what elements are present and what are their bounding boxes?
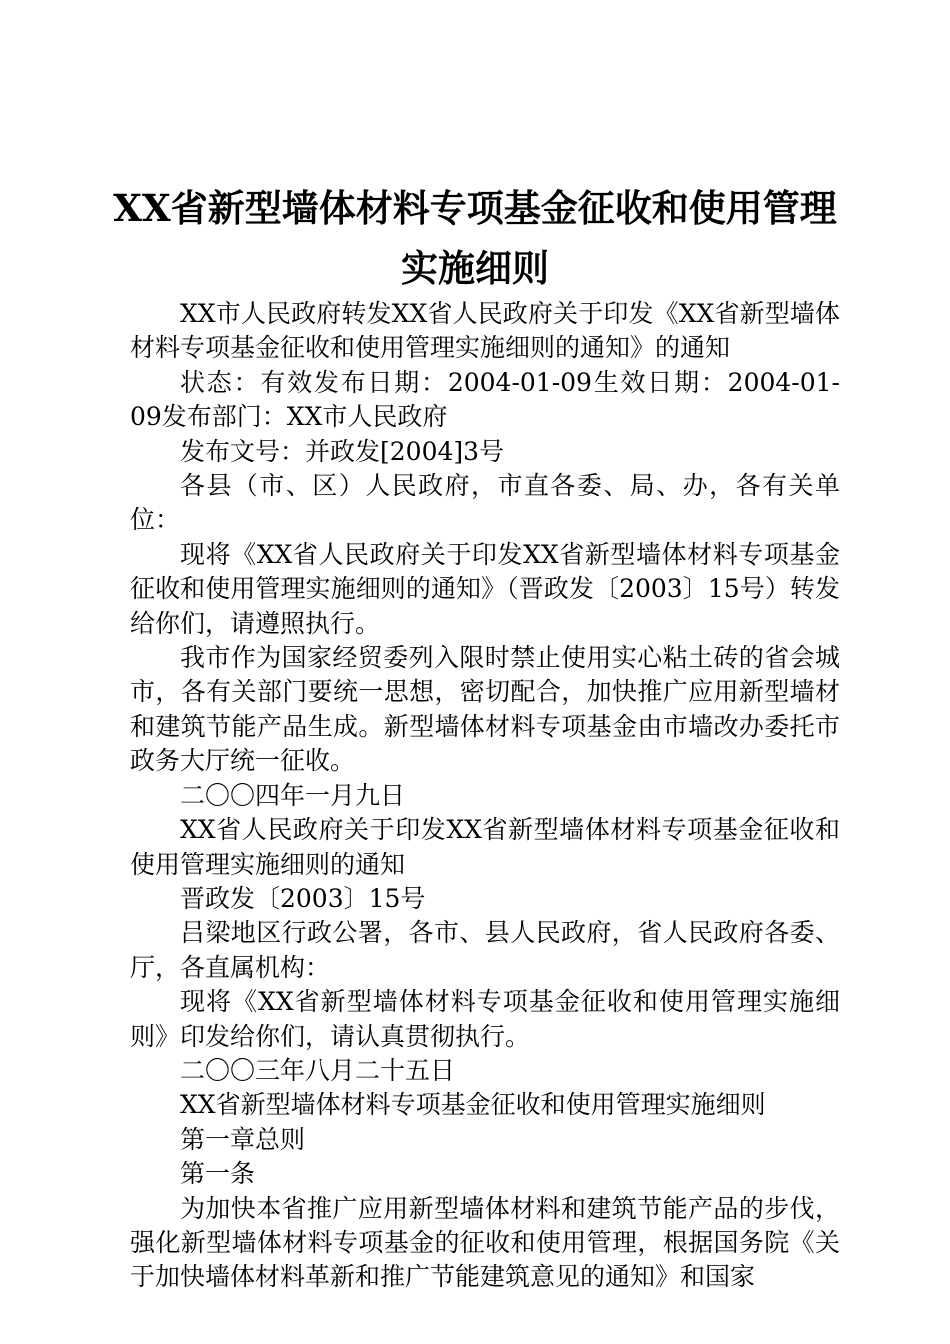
paragraph-chapter-heading: 第一章总则 — [180, 1124, 306, 1154]
paragraph-province-addressees: 吕梁地区行政公署，各市、县人民政府，省人民政府各委、厅，各直属机构： — [130, 918, 840, 982]
paragraph-addressees: 各县（市、区）人民政府，市直各委、局、办，各有关单位： — [130, 471, 840, 535]
paragraph-province-document-number: 晋政发〔2003〕15号 — [180, 883, 426, 913]
paragraph-province-notice-title: XX省人民政府关于印发XX省新型墙体材料专项基金征收和使用管理实施细则的通知 — [130, 815, 840, 879]
paragraph-article-heading: 第一条 — [180, 1159, 256, 1189]
paragraph-rules-title: XX省新型墙体材料专项基金征收和使用管理实施细则 — [180, 1090, 766, 1120]
paragraph-forwarding-notice: XX市人民政府转发XX省人民政府关于印发《XX省新型墙体材料专项基金征收和使用管理实施细则的通知》的通知 — [130, 299, 840, 363]
document-title-line-2: 实施细则 — [401, 246, 549, 290]
paragraph-forward-instruction: 现将《XX省人民政府关于印发XX省新型墙体材料专项基金征收和使用管理实施细则的通知》（晋政发〔2003〕15号）转发给你们，请遵照执行。 — [130, 539, 840, 638]
document-body — [130, 297, 840, 1295]
paragraph-document-number: 发布文号：并政发[2004]3号 — [180, 436, 505, 466]
paragraph-issue-instruction: 现将《XX省新型墙体材料专项基金征收和使用管理实施细则》印发给你们，请认真贯彻执行。 — [130, 987, 840, 1051]
paragraph-date-2003: 二〇〇三年八月二十五日 — [180, 1055, 456, 1085]
paragraph-city-requirements: 我市作为国家经贸委列入限时禁止使用实心粘土砖的省会城市，各有关部门要统一思想，密切配合，加快推广应用新型墙材和建筑节能产品生成。新型墙体材料专项基金由市墙改办委托市政务大厅统一征收。 — [130, 643, 840, 776]
paragraph-date-2004: 二〇〇四年一月九日 — [180, 780, 406, 810]
document-title-line-1: XX省新型墙体材料专项基金征收和使用管理 — [113, 186, 837, 230]
paragraph-article-1-text: 为加快本省推广应用新型墙体材料和建筑节能产品的步伐，强化新型墙体材料专项基金的征收和使用管理，根据国务院《关于加快墙体材料革新和推广节能建筑意见的通知》和国家 — [130, 1193, 840, 1292]
paragraph-status-dates: 状态：有效发布日期：2004-01-09生效日期：2004-01-09发布部门：XX市人民政府 — [130, 367, 840, 432]
